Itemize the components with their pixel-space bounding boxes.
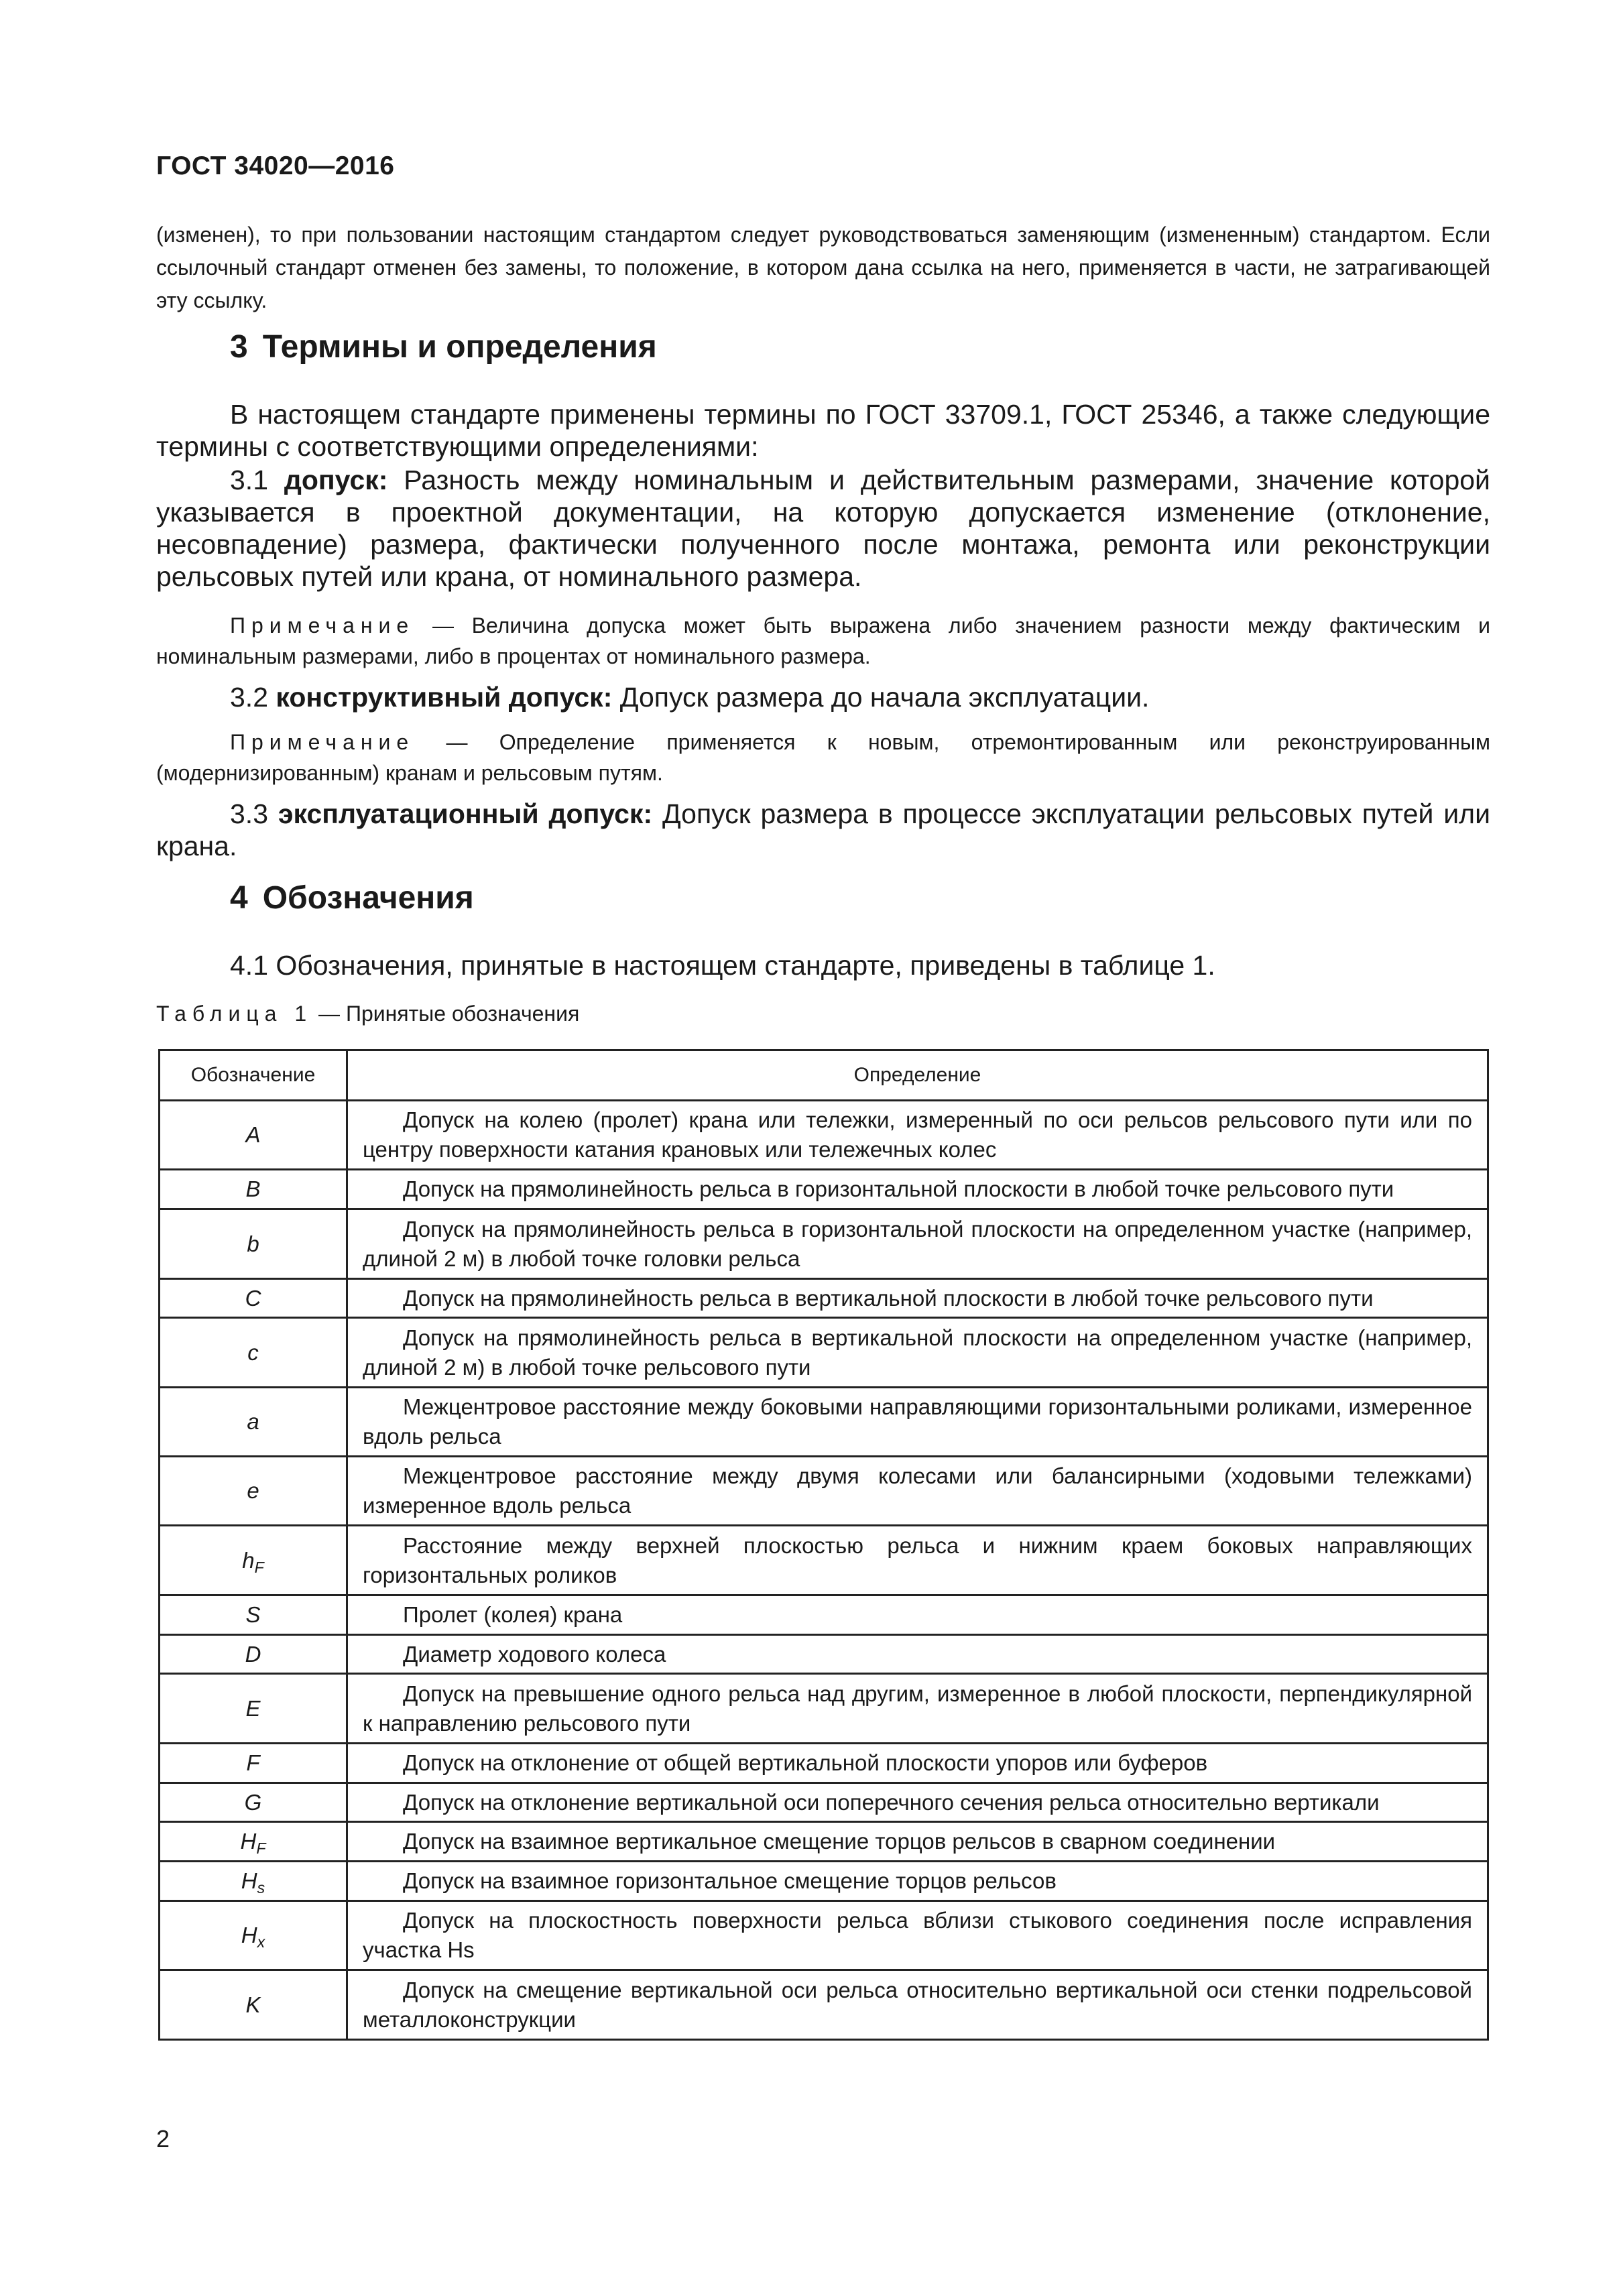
table-row — [160, 1744, 1488, 1783]
definition-cell: Допуск на прямолинейность рельса в вертикальной плоскости на определенном участке (например, длиной 2 м) в любой точке рельсового пути — [347, 1318, 1488, 1388]
table-row — [160, 1388, 1488, 1457]
table-body — [160, 1101, 1488, 2040]
table-caption-label: Таблица 1 — [156, 1002, 313, 1026]
symbol-cell — [160, 1970, 347, 2040]
symbol-cell — [160, 1783, 347, 1822]
note-1-text: — Величина допуска может быть выражена либо значением разности между фактическим и номинальным размерами, либо в процентах от номинального размера. — [156, 613, 1491, 668]
symbol-letter: D — [245, 1641, 261, 1667]
symbol-letter: E — [245, 1695, 261, 1721]
term-3-1 — [156, 464, 1490, 593]
term-3-1-definition: Разность между номинальным и действительным размерами, значение которой указывается в проектной документации, на которую допускается изменение (отклонение, несовпадение) размера, фактически полученного после монтажа, ремонта или реконструкции рельсовых путей или крана, от номинального размера. — [156, 465, 1490, 592]
definition-cell: Допуск на смещение вертикальной оси рельса относительно вертикальной оси стенки подрельсовой металлоконструкции — [347, 1970, 1488, 2040]
definition-cell: Допуск на превышение одного рельса над другим, измеренное в любой плоскости, перпендикулярной к направлению рельсового пути — [347, 1674, 1488, 1744]
symbol-cell — [160, 1388, 347, 1457]
term-3-3-definition: Допуск размера в процессе эксплуатации рельсовых путей или крана. — [156, 798, 1490, 861]
symbol-cell — [160, 1101, 347, 1170]
table-row — [160, 1970, 1488, 2040]
table-row — [160, 1526, 1488, 1595]
table-caption — [156, 1002, 579, 1026]
term-3-2-definition: Допуск размера до начала эксплуатации. — [619, 682, 1150, 713]
symbol-letter: C — [245, 1285, 261, 1311]
definition-cell: Допуск на отклонение от общей вертикальной плоскости упоров или буферов — [347, 1744, 1488, 1783]
definition-cell: Допуск на прямолинейность рельса в горизонтальной плоскости на определенном участке (например, длиной 2 м) в любой точке головки рельса — [347, 1209, 1488, 1279]
definition-cell: Допуск на отклонение вертикальной оси поперечного сечения рельса относительно вертикали — [347, 1783, 1488, 1822]
column-header-symbol: Обозначение — [160, 1050, 347, 1101]
term-3-3-name: эксплуатационный допуск: — [278, 798, 653, 829]
table-row — [160, 1674, 1488, 1744]
table-row — [160, 1862, 1488, 1901]
symbol-cell — [160, 1901, 347, 1970]
paragraph-4-1-number: 4.1 — [230, 950, 268, 981]
section-3-heading — [230, 328, 657, 365]
document-header: ГОСТ 34020—2016 — [156, 152, 395, 180]
symbol-letter: H — [241, 1868, 257, 1893]
paragraph-4-1 — [156, 949, 1490, 981]
note-2-text: — Определение применяется к новым, отремонтированным или реконструированным (модернизированным) кранам и рельсовым путям. — [156, 730, 1491, 785]
table-row — [160, 1457, 1488, 1526]
symbol-letter: S — [245, 1602, 261, 1627]
table-caption-text: — Принятые обозначения — [318, 1002, 580, 1026]
symbol-subscript: F — [254, 1558, 264, 1576]
term-3-3 — [156, 798, 1490, 862]
section-3-intro: В настоящем стандарте применены термины по ГОСТ 33709.1, ГОСТ 25346, а также следующие термины с соответствующими определениями: — [156, 399, 1490, 462]
paragraph-4-1-text: Обозначения, принятые в настоящем стандарте, приведены в таблице 1. — [276, 950, 1215, 981]
note-1 — [156, 610, 1490, 672]
symbol-letter: B — [245, 1176, 261, 1201]
section-4-heading — [230, 880, 474, 916]
table-row — [160, 1595, 1488, 1635]
table-row — [160, 1279, 1488, 1318]
definition-cell: Допуск на прямолинейность рельса в горизонтальной плоскости в любой точке рельсового пути — [347, 1170, 1488, 1209]
section-3-number: 3 — [230, 329, 248, 365]
symbol-cell — [160, 1170, 347, 1209]
table-row — [160, 1209, 1488, 1279]
symbol-cell — [160, 1526, 347, 1595]
term-3-2-number: 3.2 — [230, 682, 268, 713]
symbol-letter: A — [245, 1122, 261, 1147]
symbol-letter: b — [247, 1231, 259, 1256]
section-4-title: Обозначения — [262, 880, 474, 916]
definition-cell: Расстояние между верхней плоскостью рельса и нижним краем боковых направляющих горизонтальных роликов — [347, 1526, 1488, 1595]
symbol-letter: e — [247, 1478, 259, 1503]
term-3-2 — [156, 681, 1490, 713]
symbol-cell — [160, 1635, 347, 1674]
symbol-subscript: x — [257, 1933, 265, 1951]
symbols-table — [158, 1049, 1489, 2041]
symbol-letter: H — [241, 1923, 257, 1947]
definition-cell: Пролет (колея) крана — [347, 1595, 1488, 1635]
symbol-letter: a — [247, 1409, 259, 1434]
symbol-cell — [160, 1674, 347, 1744]
table-row — [160, 1901, 1488, 1970]
symbol-cell — [160, 1457, 347, 1526]
table-row — [160, 1318, 1488, 1388]
symbol-letter: F — [246, 1750, 260, 1775]
symbol-letter: H — [240, 1829, 257, 1854]
definition-cell: Допуск на взаимное вертикальное смещение торцов рельсов в сварном соединении — [347, 1822, 1488, 1862]
term-3-1-number: 3.1 — [230, 465, 268, 495]
section-3-title: Термины и определения — [262, 329, 657, 365]
definition-cell: Допуск на колею (пролет) крана или тележки, измеренный по оси рельсов рельсового пути или по центру поверхности катания крановых или тележечных колес — [347, 1101, 1488, 1170]
symbol-letter: c — [247, 1339, 259, 1365]
term-3-2-name: конструктивный допуск: — [276, 682, 613, 713]
symbol-cell — [160, 1279, 347, 1318]
definition-cell: Допуск на плоскостность поверхности рельса вблизи стыкового соединения после исправления участка Hs — [347, 1901, 1488, 1970]
definition-cell: Допуск на прямолинейность рельса в вертикальной плоскости в любой точке рельсового пути — [347, 1279, 1488, 1318]
symbol-subscript: s — [257, 1878, 265, 1896]
term-3-1-name: допуск: — [284, 465, 388, 495]
definition-cell: Допуск на взаимное горизонтальное смещение торцов рельсов — [347, 1862, 1488, 1901]
symbol-cell — [160, 1862, 347, 1901]
symbol-cell — [160, 1744, 347, 1783]
column-header-definition: Определение — [347, 1050, 1488, 1101]
table-row — [160, 1101, 1488, 1170]
table-row — [160, 1635, 1488, 1674]
definition-cell: Межцентровое расстояние между двумя колесами или балансирными (ходовыми тележками) измеренное вдоль рельса — [347, 1457, 1488, 1526]
table-row — [160, 1822, 1488, 1862]
note-2-label: Примечание — [230, 730, 415, 754]
symbol-cell — [160, 1595, 347, 1635]
symbol-letter: K — [245, 1992, 261, 2017]
note-1-label: Примечание — [230, 613, 415, 638]
symbol-cell — [160, 1318, 347, 1388]
table-row — [160, 1170, 1488, 1209]
page-number: 2 — [156, 2125, 170, 2153]
term-3-3-number: 3.3 — [230, 798, 268, 829]
symbol-cell — [160, 1822, 347, 1862]
note-2 — [156, 727, 1490, 788]
definition-cell: Межцентровое расстояние между боковыми направляющими горизонтальными роликами, измеренное вдоль рельса — [347, 1388, 1488, 1457]
section-4-number: 4 — [230, 880, 248, 916]
symbol-cell — [160, 1209, 347, 1279]
symbol-letter: h — [242, 1547, 255, 1573]
definition-cell: Диаметр ходового колеса — [347, 1635, 1488, 1674]
symbol-subscript: F — [256, 1839, 266, 1857]
table-header-row — [160, 1050, 1488, 1101]
symbol-letter: G — [244, 1789, 262, 1815]
intro-paragraph: (изменен), то при пользовании настоящим стандартом следует руководствоваться заменяющим (измененным) стандартом. Если ссылочный стандарт отменен без замены, то положение, в котором дана ссылка на него, применяется в части, не затрагивающей эту ссылку. — [156, 223, 1490, 312]
table-row — [160, 1783, 1488, 1822]
